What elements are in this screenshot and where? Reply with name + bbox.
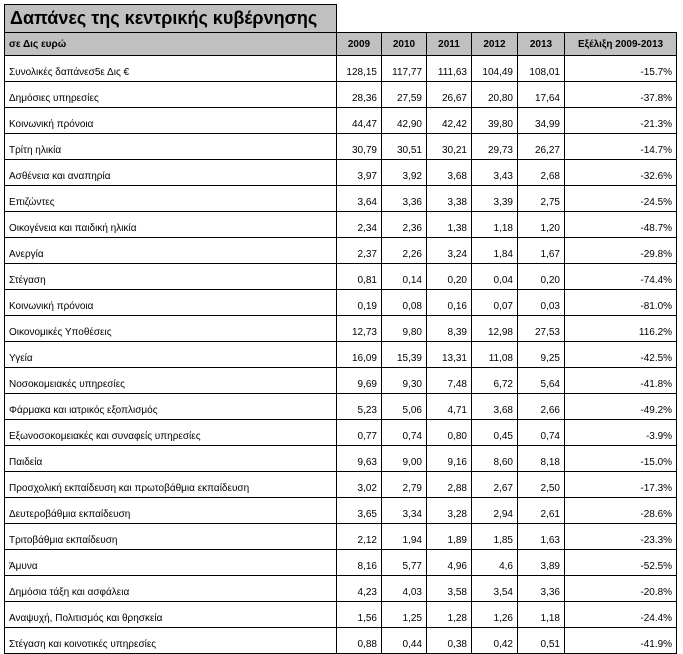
value-cell: 44,47	[337, 108, 382, 134]
change-cell: -41.9%	[565, 628, 677, 654]
table-title: Δαπάνες της κεντρικής κυβέρνησης	[5, 5, 337, 33]
value-cell: 9,69	[337, 368, 382, 394]
value-cell: 3,34	[382, 498, 427, 524]
row-label: Επιζώντες	[5, 186, 337, 212]
value-cell: 6,72	[472, 368, 518, 394]
value-cell: 0,74	[382, 420, 427, 446]
value-cell: 0,03	[518, 290, 565, 316]
value-cell: 1,18	[518, 602, 565, 628]
value-cell: 0,88	[337, 628, 382, 654]
value-cell: 27,53	[518, 316, 565, 342]
value-cell: 0,80	[427, 420, 472, 446]
table-row	[5, 56, 677, 82]
value-cell: 0,51	[518, 628, 565, 654]
change-cell: -20.8%	[565, 576, 677, 602]
value-cell: 5,77	[382, 550, 427, 576]
value-cell: 0,20	[518, 264, 565, 290]
table-row	[5, 628, 677, 654]
value-cell: 0,74	[518, 420, 565, 446]
value-cell: 111,63	[427, 56, 472, 82]
table-row	[5, 212, 677, 238]
value-cell: 1,28	[427, 602, 472, 628]
value-cell: 0,19	[337, 290, 382, 316]
value-cell: 4,6	[472, 550, 518, 576]
value-cell: 2,67	[472, 472, 518, 498]
value-cell: 1,18	[472, 212, 518, 238]
value-cell: 7,48	[427, 368, 472, 394]
value-cell: 1,67	[518, 238, 565, 264]
table-row	[5, 186, 677, 212]
value-cell: 9,30	[382, 368, 427, 394]
value-cell: 0,38	[427, 628, 472, 654]
table-row	[5, 394, 677, 420]
table-row	[5, 498, 677, 524]
value-cell: 0,44	[382, 628, 427, 654]
row-label: Τρίτη ηλικία	[5, 134, 337, 160]
value-cell: 13,31	[427, 342, 472, 368]
value-cell: 0,45	[472, 420, 518, 446]
value-cell: 15,39	[382, 342, 427, 368]
table-row	[5, 290, 677, 316]
row-label: Ασθένεια και αναπηρία	[5, 160, 337, 186]
year-header-2009: 2009	[337, 33, 382, 56]
row-label: Τριτοβάθμια εκπαίδευση	[5, 524, 337, 550]
change-header: Εξέλιξη 2009-2013	[565, 33, 677, 56]
value-cell: 34,99	[518, 108, 565, 134]
value-cell: 2,94	[472, 498, 518, 524]
change-cell: -42.5%	[565, 342, 677, 368]
value-cell: 5,64	[518, 368, 565, 394]
value-cell: 42,90	[382, 108, 427, 134]
value-cell: 12,73	[337, 316, 382, 342]
value-cell: 42,42	[427, 108, 472, 134]
value-cell: 11,08	[472, 342, 518, 368]
value-cell: 30,79	[337, 134, 382, 160]
change-cell: -14.7%	[565, 134, 677, 160]
value-cell: 1,56	[337, 602, 382, 628]
table-row	[5, 576, 677, 602]
value-cell: 3,64	[337, 186, 382, 212]
value-cell: 3,89	[518, 550, 565, 576]
value-cell: 104,49	[472, 56, 518, 82]
row-label: Νοσοκομειακές υπηρεσίες	[5, 368, 337, 394]
change-cell: -81.0%	[565, 290, 677, 316]
value-cell: 117,77	[382, 56, 427, 82]
value-cell: 1,63	[518, 524, 565, 550]
value-cell: 2,50	[518, 472, 565, 498]
value-cell: 3,68	[427, 160, 472, 186]
table-body	[5, 5, 677, 654]
change-cell: -3.9%	[565, 420, 677, 446]
value-cell: 0,77	[337, 420, 382, 446]
value-cell: 3,24	[427, 238, 472, 264]
row-label: Παιδεία	[5, 446, 337, 472]
table-row	[5, 524, 677, 550]
value-cell: 1,20	[518, 212, 565, 238]
change-cell: -74.4%	[565, 264, 677, 290]
row-label: Συνολικές δαπάνεσ5ε Δις €	[5, 56, 337, 82]
value-cell: 0,04	[472, 264, 518, 290]
change-cell: -48.7%	[565, 212, 677, 238]
value-cell: 9,80	[382, 316, 427, 342]
value-cell: 2,61	[518, 498, 565, 524]
value-cell: 27,59	[382, 82, 427, 108]
value-cell: 3,65	[337, 498, 382, 524]
value-cell: 26,67	[427, 82, 472, 108]
table-row	[5, 342, 677, 368]
value-cell: 3,68	[472, 394, 518, 420]
change-cell: -15.7%	[565, 56, 677, 82]
value-cell: 26,27	[518, 134, 565, 160]
value-cell: 1,25	[382, 602, 427, 628]
change-cell: -23.3%	[565, 524, 677, 550]
change-cell: -49.2%	[565, 394, 677, 420]
value-cell: 3,43	[472, 160, 518, 186]
value-cell: 108,01	[518, 56, 565, 82]
row-label: Άμυνα	[5, 550, 337, 576]
row-label: Ανεργία	[5, 238, 337, 264]
table-row	[5, 420, 677, 446]
year-header-2013: 2013	[518, 33, 565, 56]
table-row	[5, 238, 677, 264]
row-label: Οικογένεια και παιδική ηλικία	[5, 212, 337, 238]
value-cell: 0,81	[337, 264, 382, 290]
row-label: Κοινωνική πρόνοια	[5, 290, 337, 316]
value-cell: 1,89	[427, 524, 472, 550]
value-cell: 9,63	[337, 446, 382, 472]
table-row	[5, 316, 677, 342]
value-cell: 128,15	[337, 56, 382, 82]
row-label: Προσχολική εκπαίδευση και πρωτοβάθμια εκπαίδευση	[5, 472, 337, 498]
value-cell: 8,60	[472, 446, 518, 472]
value-cell: 0,16	[427, 290, 472, 316]
value-cell: 29,73	[472, 134, 518, 160]
value-cell: 2,75	[518, 186, 565, 212]
row-label: Αναψυχή, Πολιτισμός και θρησκεία	[5, 602, 337, 628]
value-cell: 3,97	[337, 160, 382, 186]
change-cell: 116.2%	[565, 316, 677, 342]
value-cell: 30,21	[427, 134, 472, 160]
change-cell: -37.8%	[565, 82, 677, 108]
table-row	[5, 82, 677, 108]
value-cell: 3,39	[472, 186, 518, 212]
value-cell: 9,00	[382, 446, 427, 472]
value-cell: 4,03	[382, 576, 427, 602]
value-cell: 5,06	[382, 394, 427, 420]
value-cell: 0,07	[472, 290, 518, 316]
value-cell: 3,54	[472, 576, 518, 602]
value-cell: 2,36	[382, 212, 427, 238]
value-cell: 0,08	[382, 290, 427, 316]
value-cell: 3,36	[382, 186, 427, 212]
expenditure-table	[4, 4, 677, 654]
table-row	[5, 368, 677, 394]
value-cell: 5,23	[337, 394, 382, 420]
value-cell: 1,85	[472, 524, 518, 550]
value-cell: 4,96	[427, 550, 472, 576]
value-cell: 3,92	[382, 160, 427, 186]
row-label: Στέγαση και κοινοτικές υπηρεσίες	[5, 628, 337, 654]
change-cell: -29.8%	[565, 238, 677, 264]
change-cell: -17.3%	[565, 472, 677, 498]
value-cell: 2,68	[518, 160, 565, 186]
value-cell: 8,39	[427, 316, 472, 342]
value-cell: 8,18	[518, 446, 565, 472]
value-cell: 1,84	[472, 238, 518, 264]
table-row	[5, 550, 677, 576]
table-row	[5, 446, 677, 472]
value-cell: 20,80	[472, 82, 518, 108]
change-cell: -21.3%	[565, 108, 677, 134]
row-label: Εξωνοσοκομειακές και συναφείς υπηρεσίες	[5, 420, 337, 446]
value-cell: 3,36	[518, 576, 565, 602]
row-label: Στέγαση	[5, 264, 337, 290]
value-cell: 0,42	[472, 628, 518, 654]
year-header-2012: 2012	[472, 33, 518, 56]
table-row	[5, 160, 677, 186]
value-cell: 28,36	[337, 82, 382, 108]
value-cell: 3,58	[427, 576, 472, 602]
value-cell: 2,66	[518, 394, 565, 420]
table-row	[5, 472, 677, 498]
value-cell: 2,37	[337, 238, 382, 264]
table-row	[5, 134, 677, 160]
value-cell: 9,16	[427, 446, 472, 472]
value-cell: 1,94	[382, 524, 427, 550]
title-blank	[337, 5, 677, 33]
change-cell: -24.5%	[565, 186, 677, 212]
value-cell: 12,98	[472, 316, 518, 342]
value-cell: 9,25	[518, 342, 565, 368]
value-cell: 1,38	[427, 212, 472, 238]
value-cell: 0,20	[427, 264, 472, 290]
header-row	[5, 33, 677, 56]
year-header-2010: 2010	[382, 33, 427, 56]
row-label: Δευτεροβάθμια εκπαίδευση	[5, 498, 337, 524]
table-row	[5, 264, 677, 290]
row-label: Οικονομικές Υποθέσεις	[5, 316, 337, 342]
unit-header: σε Δις ευρώ	[5, 33, 337, 56]
value-cell: 3,28	[427, 498, 472, 524]
value-cell: 30,51	[382, 134, 427, 160]
value-cell: 2,26	[382, 238, 427, 264]
table-row	[5, 602, 677, 628]
value-cell: 2,79	[382, 472, 427, 498]
value-cell: 39,80	[472, 108, 518, 134]
value-cell: 4,23	[337, 576, 382, 602]
change-cell: -15.0%	[565, 446, 677, 472]
value-cell: 17,64	[518, 82, 565, 108]
row-label: Φάρμακα και ιατρικός εξοπλισμός	[5, 394, 337, 420]
year-header-2011: 2011	[427, 33, 472, 56]
change-cell: -41.8%	[565, 368, 677, 394]
change-cell: -24.4%	[565, 602, 677, 628]
value-cell: 2,88	[427, 472, 472, 498]
row-label: Δημόσιες υπηρεσίες	[5, 82, 337, 108]
value-cell: 2,34	[337, 212, 382, 238]
change-cell: -52.5%	[565, 550, 677, 576]
change-cell: -32.6%	[565, 160, 677, 186]
value-cell: 1,26	[472, 602, 518, 628]
row-label: Δημόσια τάξη και ασφάλεια	[5, 576, 337, 602]
change-cell: -28.6%	[565, 498, 677, 524]
row-label: Υγεία	[5, 342, 337, 368]
title-row	[5, 5, 677, 33]
table-row	[5, 108, 677, 134]
value-cell: 3,02	[337, 472, 382, 498]
value-cell: 8,16	[337, 550, 382, 576]
value-cell: 2,12	[337, 524, 382, 550]
value-cell: 0,14	[382, 264, 427, 290]
value-cell: 3,38	[427, 186, 472, 212]
value-cell: 4,71	[427, 394, 472, 420]
row-label: Κοινωνική πρόνοια	[5, 108, 337, 134]
value-cell: 16,09	[337, 342, 382, 368]
